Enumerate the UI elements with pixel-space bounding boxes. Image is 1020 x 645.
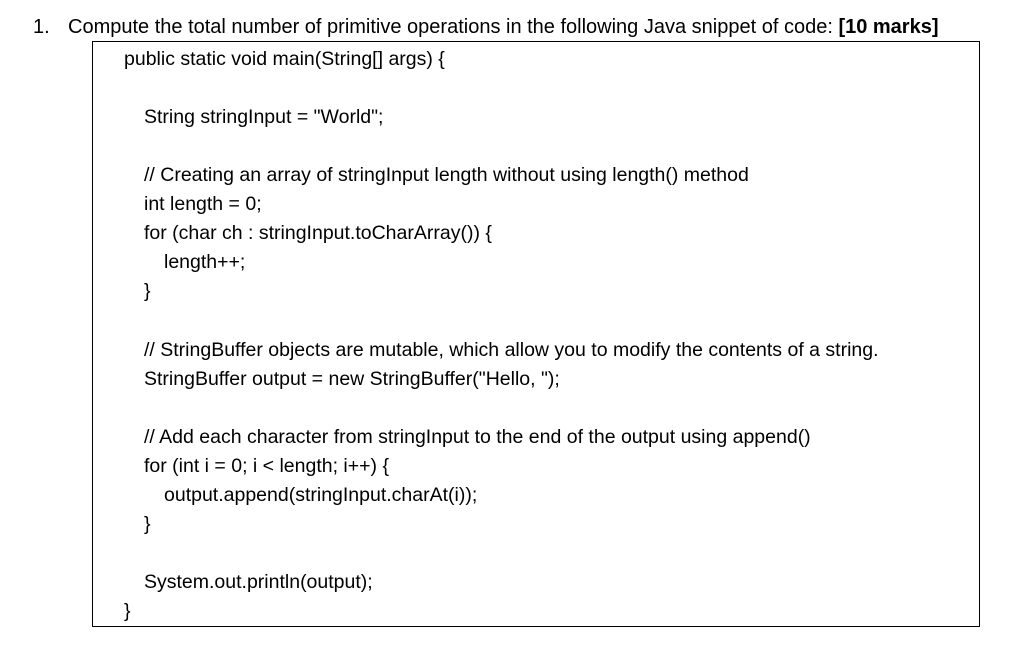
question-prompt	[68, 14, 939, 40]
code-line-comment-append: // Add each character from stringInput to the end of the output using append()	[144, 426, 811, 448]
code-line-comment-stringbuffer: // StringBuffer objects are mutable, which allow you to modify the contents of a string.	[144, 339, 879, 361]
code-line-stringbuffer-decl: StringBuffer output = new StringBuffer("Hello, ");	[144, 368, 560, 390]
code-line-append-call: output.append(stringInput.charAt(i));	[164, 484, 478, 506]
question-text: Compute the total number of primitive operations in the following Java snippet of code:	[68, 16, 839, 38]
question-number: 1.	[33, 16, 50, 38]
code-line-close-brace-2: }	[144, 513, 151, 535]
code-line-println: System.out.println(output);	[144, 571, 373, 593]
code-line-comment-array: // Creating an array of stringInput length without using length() method	[144, 164, 749, 186]
code-line-close-brace-1: }	[144, 280, 151, 302]
question-marks: [10 marks]	[838, 16, 939, 38]
code-line-close-main: }	[124, 600, 131, 622]
code-line-for-char: for (char ch : stringInput.toCharArray()) {	[144, 222, 492, 244]
code-line-length-increment: length++;	[164, 251, 246, 273]
code-line-string-input: String stringInput = "World";	[144, 106, 384, 128]
code-line-main-signature: public static void main(String[] args) {	[124, 48, 445, 70]
code-line-int-length: int length = 0;	[144, 193, 262, 215]
code-line-for-int: for (int i = 0; i < length; i++) {	[144, 455, 389, 477]
